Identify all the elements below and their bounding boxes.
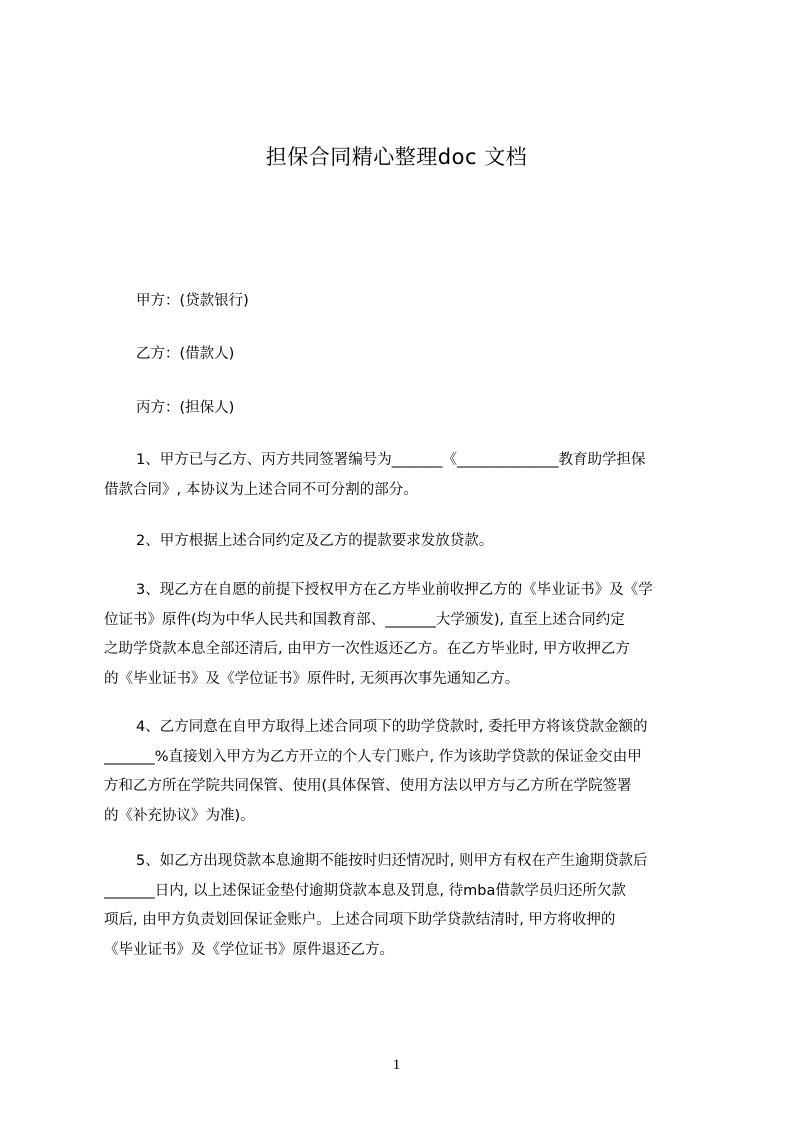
clause-5 bbox=[104, 847, 700, 965]
clause-3-line-4: 的《毕业证书》及《学位证书》原件时, 无须再次事先通知乙方。 bbox=[104, 670, 520, 687]
clause-4-line-1: 4、乙方同意在自甲方取得上述合同项下的助学贷款时, 委托甲方将该贷款金额的 bbox=[136, 719, 648, 735]
page-number: 1 bbox=[392, 1057, 401, 1073]
clause-5-line-1: 5、如乙方出现贷款本息逾期不能按时归还情况时, 则甲方有权在产生逾期贷款后 bbox=[136, 853, 648, 869]
clause-2 bbox=[104, 527, 700, 557]
clause-3-line-1: 3、现乙方在自愿的前提下授权甲方在乙方毕业前收押乙方的《毕业证书》及《学 bbox=[136, 582, 653, 598]
clause-4-line-2: _______%直接划入甲方为乙方开立的个人专门账户, 作为该助学贷款的保证金交由甲 bbox=[104, 748, 642, 765]
party-a-line: 甲方：(贷款银行) bbox=[136, 293, 249, 309]
clause-4-line-3: 方和乙方所在学院共同保管、使用(具体保管、使用方法以甲方与乙方所在学院签署 bbox=[104, 778, 632, 794]
clause-3-line-3: 之助学贷款本息全部还清后, 由甲方一次性返还乙方。在乙方毕业时, 甲方收押乙方 bbox=[104, 641, 630, 657]
clause-1 bbox=[104, 446, 700, 505]
clause-5-line-2: _______日内, 以上述保证金垫付逾期贷款本息及罚息, 待mba借款学员归还所欠款 bbox=[104, 882, 626, 899]
clause-1-line-2: 借款合同》, 本协议为上述合同不可分割的部分。 bbox=[104, 481, 418, 498]
clause-1-line-1: 1、甲方已与乙方、丙方共同签署编号为_______《______________教育助学担保 bbox=[136, 452, 646, 468]
document-title: 担保合同精心整理doc 文档 bbox=[265, 145, 528, 169]
clause-4 bbox=[104, 713, 700, 831]
clause-2-line-1: 2、甲方根据上述合同约定及乙方的提款要求发放贷款。 bbox=[136, 533, 494, 549]
clause-4-line-4: 的《补充协议》为准)。 bbox=[104, 807, 255, 824]
party-c-line: 丙方：(担保人) bbox=[136, 400, 235, 416]
clause-5-line-3: 项后, 由甲方负责划回保证金账户。上述合同项下助学贷款结清时, 甲方将收押的 bbox=[104, 912, 616, 928]
clause-3-line-2: 位证书》原件(均为中华人民共和国教育部、_______大学颁发), 直至上述合同约定 bbox=[104, 611, 625, 628]
clause-5-line-4: 《毕业证书》及《学位证书》原件退还乙方。 bbox=[104, 941, 394, 958]
party-b-line: 乙方：(借款人) bbox=[136, 346, 235, 362]
clause-3 bbox=[104, 576, 700, 694]
